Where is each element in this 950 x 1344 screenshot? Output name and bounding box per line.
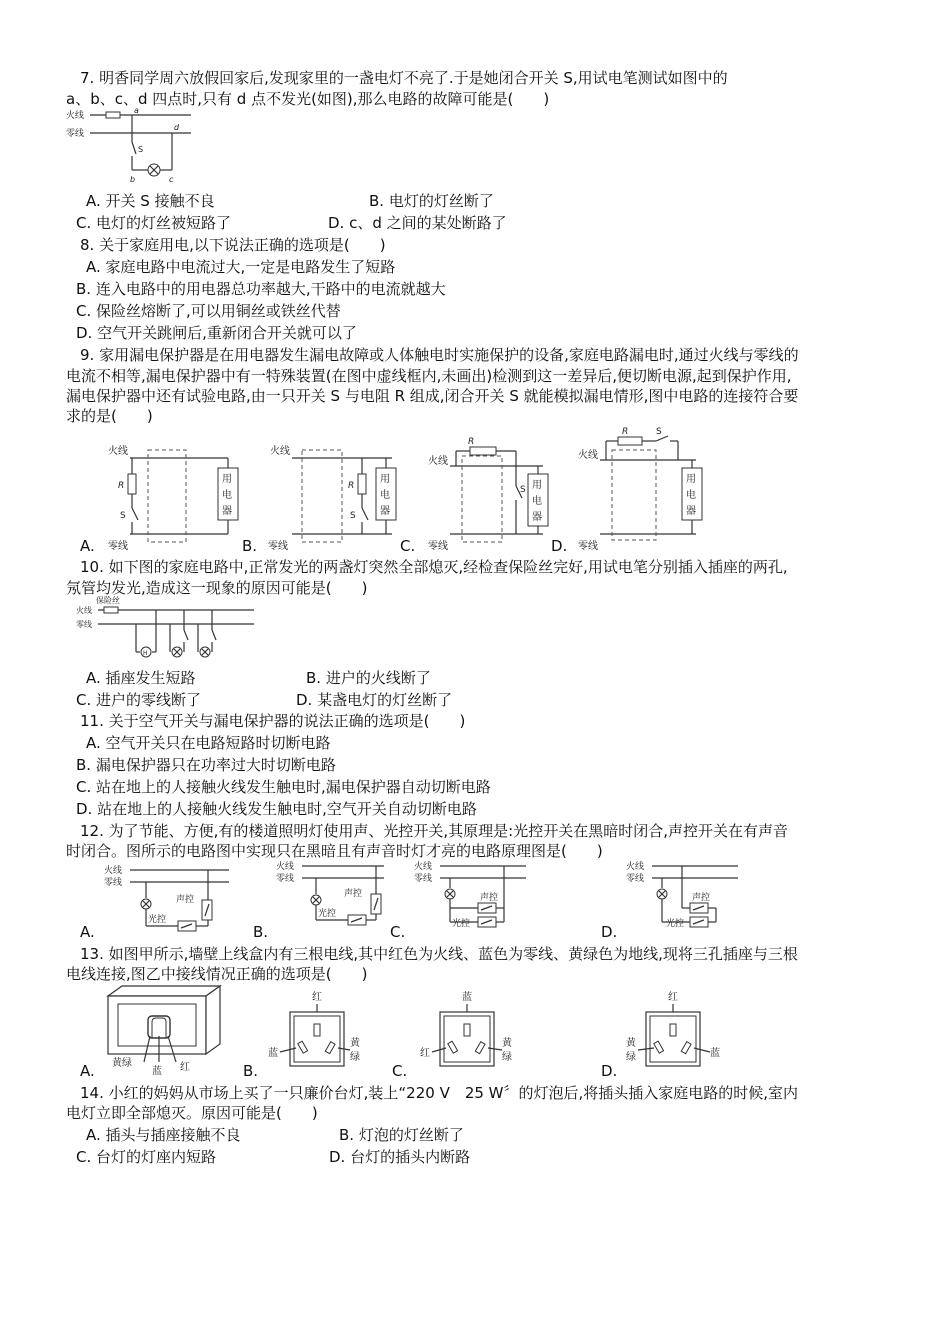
svg-text:器: 器 — [686, 506, 696, 517]
svg-text:火线: 火线 — [104, 866, 123, 876]
svg-text:器: 器 — [380, 506, 390, 517]
svg-text:红: 红 — [312, 992, 322, 1003]
q13-socket-c — [420, 988, 530, 1076]
q13-label-d: D. — [601, 1062, 618, 1080]
q9-stem-line1: 9. 家用漏电保护器是在用电器发生漏电故障或人体触电时实施保护的设备,家庭电路漏电时,通过火线与零线的 — [80, 346, 799, 364]
q9-b-neutral: 零线 — [268, 541, 288, 552]
q9-c-neutral: 零线 — [428, 541, 448, 552]
svg-text:绿: 绿 — [502, 1052, 512, 1063]
q13-box-yellow-green: 黄绿 — [112, 1058, 132, 1069]
svg-text:R: R — [468, 437, 475, 447]
svg-text:光控: 光控 — [452, 919, 471, 929]
q7-fig-s: S — [138, 145, 144, 154]
q12-figure-a — [104, 864, 234, 934]
q8-option-c: C. 保险丝熔断了,可以用铜丝或铁丝代替 — [76, 302, 341, 320]
svg-text:火线: 火线 — [414, 862, 433, 872]
svg-text:用: 用 — [222, 474, 232, 485]
q9-figure-b — [270, 444, 410, 544]
q13-label-b: B. — [243, 1062, 259, 1080]
q8-option-d: D. 空气开关跳闸后,重新闭合开关就可以了 — [76, 324, 357, 342]
q7-fig-live: 火线 — [66, 111, 85, 121]
q10-option-c: C. 进户的零线断了 — [76, 691, 202, 709]
q11-option-c: C. 站在地上的人接触火线发生触电时,漏电保护器自动切断电路 — [76, 778, 491, 796]
svg-text:绿: 绿 — [350, 1052, 360, 1063]
q10-option-d: D. 某盏电灯的灯丝断了 — [296, 691, 453, 709]
svg-text:声控: 声控 — [344, 889, 363, 899]
svg-text:零线: 零线 — [414, 874, 433, 884]
q7-fig-neutral: 零线 — [66, 129, 85, 139]
q14-option-d: D. 台灯的插头内断路 — [329, 1148, 471, 1166]
svg-text:零线: 零线 — [626, 874, 645, 884]
q10-stem-line2: 氖管均发光,造成这一现象的原因可能是( ) — [66, 579, 368, 597]
q11-option-b: B. 漏电保护器只在功率过大时切断电路 — [76, 756, 336, 774]
q9-stem-line2: 电流不相等,漏电保护器中有一特殊装置(在图中虚线框内,未画出)检测到这一差异后,便切断电源,起到保护作用, — [66, 367, 792, 385]
q9-figure-a — [108, 444, 248, 544]
svg-text:零线: 零线 — [276, 874, 295, 884]
q12-label-c: C. — [390, 923, 406, 941]
q12-label-b: B. — [253, 923, 269, 941]
q9-stem-line3: 漏电保护器中还有试验电路,由一只开关 S 与电阻 R 组成,闭合开关 S 就能模拟漏电情形,图中电路的连接符合要 — [66, 387, 799, 405]
q7-stem-line1: 7. 明香同学周六放假回家后,发现家里的一盏电灯不亮了.于是她闭合开关 S,用试电笔测试如图中的 — [80, 69, 728, 87]
svg-text:用: 用 — [380, 474, 390, 485]
svg-text:器: 器 — [532, 512, 542, 523]
svg-text:S: S — [656, 427, 662, 437]
svg-text:光控: 光控 — [666, 919, 685, 929]
svg-text:火线: 火线 — [578, 450, 598, 461]
svg-text:火线: 火线 — [108, 446, 128, 457]
svg-text:电: 电 — [222, 490, 232, 501]
svg-text:火线: 火线 — [276, 862, 295, 872]
q12-figure-d — [626, 860, 756, 932]
svg-text:红: 红 — [668, 992, 678, 1003]
q9-label-d: D. — [551, 537, 568, 555]
svg-text:声控: 声控 — [480, 893, 499, 903]
q12-stem-line2: 时闭合。图所示的电路图中实现只在黑暗且有声音时灯才亮的电路原理图是( ) — [66, 842, 603, 860]
q13-socket-b — [266, 988, 376, 1076]
q7-circuit-figure — [66, 108, 196, 184]
q7-option-c: C. 电灯的灯丝被短路了 — [76, 214, 232, 232]
q10-option-a: A. 插座发生短路 — [86, 669, 196, 687]
q9-label-b: B. — [242, 537, 258, 555]
q12-stem-line1: 12. 为了节能、方便,有的楼道照明灯使用声、光控开关,其原理是:光控开关在黑暗时闭合,声控开关在有声音 — [80, 822, 788, 840]
q12-figure-c — [414, 860, 544, 932]
q13-label-c: C. — [392, 1062, 408, 1080]
svg-text:火线: 火线 — [76, 606, 92, 615]
q11-option-d: D. 站在地上的人接触火线发生触电时,空气开关自动切断电路 — [76, 800, 477, 818]
q12-label-d: D. — [601, 923, 618, 941]
q14-stem-line2: 电灯立即全部熄灭。原因可能是( ) — [66, 1104, 318, 1122]
q13-label-a: A. — [80, 1062, 95, 1080]
q9-label-a: A. — [80, 537, 95, 555]
svg-text:绿: 绿 — [626, 1052, 636, 1063]
svg-text:S: S — [350, 511, 356, 521]
q9-figure-d — [578, 422, 718, 542]
q9-d-neutral: 零线 — [578, 541, 598, 552]
svg-text:蓝: 蓝 — [268, 1048, 278, 1059]
q11-option-a: A. 空气开关只在电路短路时切断电路 — [86, 734, 331, 752]
svg-text:保险丝: 保险丝 — [96, 596, 120, 605]
svg-text:蓝: 蓝 — [710, 1048, 720, 1059]
q13-stem-line1: 13. 如图甲所示,墙壁上线盒内有三根电线,其中红色为火线、蓝色为零线、黄绿色为地线,现将三孔插座与三根 — [80, 945, 798, 963]
svg-text:S: S — [520, 485, 526, 495]
q12-label-a: A. — [80, 923, 95, 941]
q8-stem: 8. 关于家庭用电,以下说法正确的选项是( ) — [80, 236, 386, 254]
q7-option-d: D. c、d 之间的某处断路了 — [328, 214, 507, 232]
svg-text:R: R — [118, 481, 125, 491]
q11-stem: 11. 关于空气开关与漏电保护器的说法正确的选项是( ) — [80, 712, 466, 730]
q10-circuit-figure — [76, 596, 256, 666]
svg-text:S: S — [120, 511, 126, 521]
svg-text:电: 电 — [532, 496, 542, 507]
svg-text:声控: 声控 — [692, 893, 711, 903]
svg-text:光控: 光控 — [318, 909, 337, 919]
svg-text:黄: 黄 — [626, 1038, 636, 1049]
q8-option-a: A. 家庭电路中电流过大,一定是电路发生了短路 — [86, 258, 396, 276]
svg-text:火线: 火线 — [270, 446, 290, 457]
q7-stem-line2: a、b、c、d 四点时,只有 d 点不发光(如图),那么电路的故障可能是( ) — [66, 90, 550, 108]
q7-option-a: A. 开关 S 接触不良 — [86, 192, 215, 210]
q14-stem-line1: 14. 小红的妈妈从市场上买了一只廉价台灯,装上“220 V 25 W〞的灯泡后,将插头插入家庭电路的时候,室内 — [80, 1084, 799, 1102]
q13-box-blue: 蓝 — [152, 1066, 162, 1077]
q13-socket-d — [624, 988, 734, 1076]
q9-a-neutral: 零线 — [108, 541, 128, 552]
q12-figure-b — [276, 860, 406, 930]
q14-option-c: C. 台灯的灯座内短路 — [76, 1148, 217, 1166]
q7-fig-d: d — [174, 123, 180, 132]
svg-text:用: 用 — [532, 480, 542, 491]
q7-fig-c: c — [169, 175, 174, 184]
q13-box-red: 红 — [180, 1062, 190, 1073]
q13-wall-box-figure — [104, 986, 224, 1076]
q7-fig-b: b — [130, 175, 136, 184]
svg-text:黄: 黄 — [350, 1038, 360, 1049]
svg-text:零线: 零线 — [104, 878, 123, 888]
q10-option-b: B. 进户的火线断了 — [306, 669, 431, 687]
svg-text:火线: 火线 — [626, 862, 645, 872]
svg-text:光控: 光控 — [148, 915, 167, 925]
q9-figure-c — [428, 430, 568, 542]
q9-label-c: C. — [400, 537, 416, 555]
svg-text:器: 器 — [222, 506, 232, 517]
q10-stem-line1: 10. 如下图的家庭电路中,正常发光的两盏灯突然全部熄灭,经检查保险丝完好,用试电笔分别插入插座的两孔, — [80, 558, 788, 576]
svg-text:用: 用 — [686, 474, 696, 485]
q14-option-b: B. 灯泡的灯丝断了 — [339, 1126, 464, 1144]
q13-stem-line2: 电线连接,图乙中接线情况正确的选项是( ) — [66, 965, 368, 983]
q7-fig-a: a — [134, 106, 139, 115]
svg-text:红: 红 — [420, 1048, 430, 1059]
svg-text:声控: 声控 — [176, 895, 195, 905]
svg-text:H: H — [143, 650, 148, 657]
svg-text:电: 电 — [686, 490, 696, 501]
svg-text:黄: 黄 — [502, 1038, 512, 1049]
q8-option-b: B. 连入电路中的用电器总功率越大,干路中的电流就越大 — [76, 280, 446, 298]
svg-text:R: R — [622, 427, 629, 437]
q7-option-b: B. 电灯的灯丝断了 — [369, 192, 494, 210]
svg-text:R: R — [348, 481, 355, 491]
q9-stem-line4: 求的是( ) — [66, 407, 153, 425]
svg-text:电: 电 — [380, 490, 390, 501]
svg-text:火线: 火线 — [428, 456, 448, 467]
q14-option-a: A. 插头与插座接触不良 — [86, 1126, 241, 1144]
svg-text:零线: 零线 — [76, 620, 92, 629]
svg-text:蓝: 蓝 — [462, 992, 472, 1003]
